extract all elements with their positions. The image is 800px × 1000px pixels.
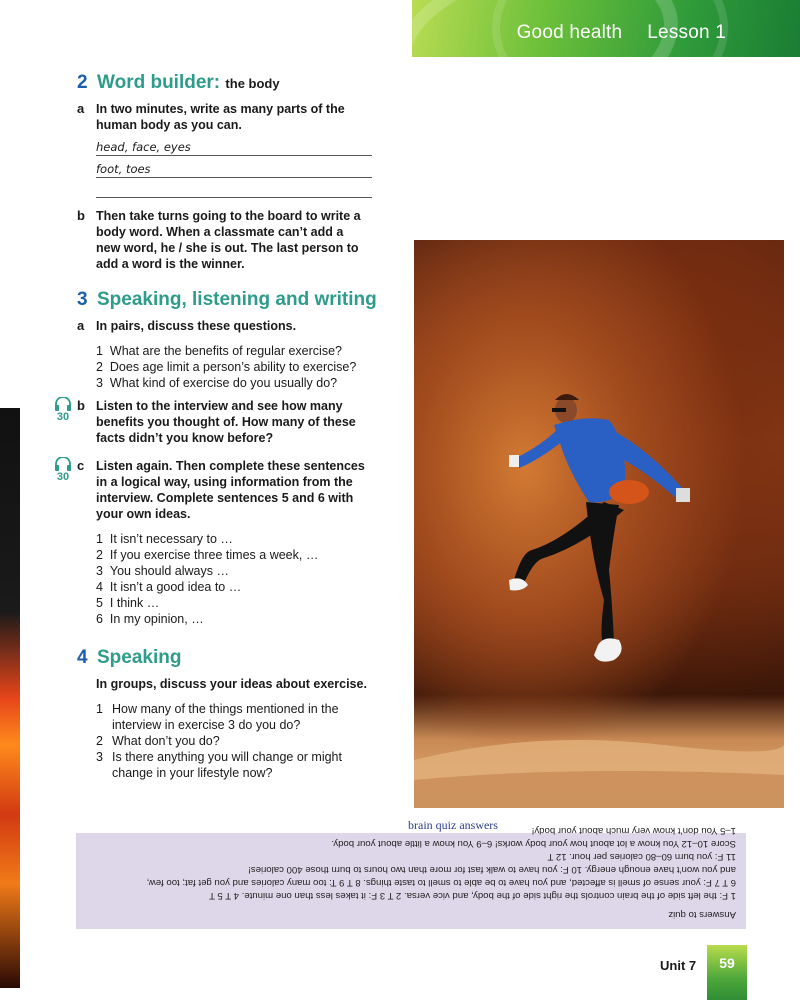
headphones-icon	[54, 457, 72, 471]
instruction-3c: Listen again. Then complete these sentences in a logical way, using information from the interview. Complete sentences 5 and 6 with your own ideas.	[96, 459, 365, 521]
list-item: 3 You should always …	[96, 564, 229, 578]
section-2-number: 2	[77, 72, 88, 93]
section-4-title: Speaking	[97, 647, 182, 668]
item-label: c	[77, 458, 85, 473]
list-item: 3 Is there anything you will change or might change in your lifestyle now?	[96, 750, 342, 780]
list-item: 3 What kind of exercise do you usually do?	[96, 376, 338, 390]
quiz-score-line: 1–5 You don’t know very much about your body!	[531, 825, 736, 836]
list-item: 1 It isn’t necessary to …	[96, 532, 233, 546]
item-label: a	[77, 101, 85, 116]
runner-photo	[414, 240, 784, 808]
list-item: 1 What are the benefits of regular exercise?	[96, 344, 342, 358]
section-2-title	[97, 72, 280, 94]
instruction-4: In groups, discuss your ideas about exercise.	[96, 677, 367, 691]
instruction-2a: In two minutes, write as many parts of the human body as you can.	[96, 102, 345, 132]
quiz-score-line: Score 10–12 You know a lot about how your body works! 6–9 You know a little about your body.	[331, 838, 736, 849]
section-3-title: Speaking, listening and writing	[97, 289, 377, 310]
quiz-answer-line: and you won’t have enough energy. 10 F: you have to walk fast for more than two hours to burn those 400 calories!	[248, 864, 736, 875]
item-label: a	[77, 318, 85, 333]
unit-label: Unit 7	[660, 958, 697, 973]
headphones-icon	[54, 397, 72, 411]
runner-figure	[414, 240, 784, 808]
list-item: 2 Does age limit a person’s ability to exercise?	[96, 360, 357, 374]
list-item: 5 I think …	[96, 596, 160, 610]
answer-line-2[interactable]: foot, toes	[96, 162, 372, 178]
answer-line-3[interactable]	[96, 182, 372, 198]
list-item: 2 If you exercise three times a week, …	[96, 548, 319, 562]
instruction-2b: Then take turns going to the board to write a body word. When a classmate can’t add a new word, he / she is out. The last person to add a word is the winner.	[96, 209, 361, 271]
track-number: 30	[56, 471, 70, 483]
lesson-number: Lesson 1	[647, 22, 726, 43]
instruction-3b: Listen to the interview and see how many benefits you thought of. How many of these facts didn’t you know before?	[96, 399, 356, 445]
quiz-heading: Answers to quiz	[668, 909, 736, 920]
quiz-answer-line: 6 T 7 F: your sense of smell is affected, and you have to be able to smell to taste things. 8 T 9 T: too many calories and you get fat; too few,	[146, 877, 736, 888]
audio-track-c[interactable]	[52, 457, 74, 483]
instruction-3a: In pairs, discuss these questions.	[96, 319, 297, 333]
list-item: 2 What don’t you do?	[96, 734, 220, 748]
section-2-subtitle: the body	[225, 76, 280, 91]
answer-line-1[interactable]: head, face, eyes	[96, 140, 372, 156]
quiz-caption: brain quiz answers	[408, 818, 498, 832]
list-item: 1 How many of the things mentioned in the interview in exercise 3 do you do?	[96, 702, 339, 732]
section-4-number: 4	[77, 647, 88, 668]
header-title	[517, 22, 726, 44]
list-item: 4 It isn’t a good idea to …	[96, 580, 242, 594]
header-banner	[412, 0, 800, 57]
page-number: 59	[707, 945, 747, 1000]
section-3-number: 3	[77, 289, 88, 310]
side-image-strip	[0, 408, 20, 988]
item-label: b	[77, 208, 85, 223]
audio-track-b[interactable]	[52, 397, 74, 423]
list-item: 6 In my opinion, …	[96, 612, 204, 626]
track-number: 30	[56, 411, 70, 423]
quiz-answer-line: 1 F: the left side of the brain controls the right side of the body, and vice versa. 2 T 3 F: it takes less than one minute. 4 T 5 T	[209, 890, 736, 901]
lesson-topic: Good health	[516, 22, 623, 43]
section-2-title-text: Word builder:	[97, 72, 221, 93]
item-label: b	[77, 398, 85, 413]
quiz-answer-line: 11 F: you burn 60–80 calories per hour. 12 T	[547, 851, 736, 862]
